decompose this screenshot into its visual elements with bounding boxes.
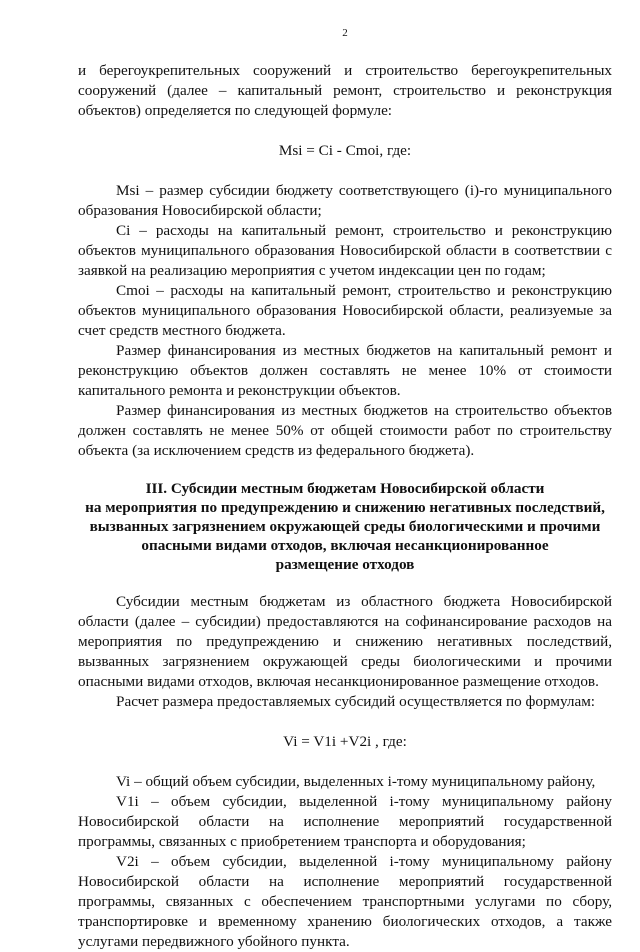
formula-vi: Vi = V1i +V2i , где:	[283, 733, 407, 750]
section-paragraph-subsidies: Субсидии местным бюджетам из областного бюджета Новосибирской области (далее – субсидии) предоставляются на софинансирование расходов на мероприятия по предупреждению и снижению негативных последствий, вызванных загрязнением окружающей среды биологическими и прочими опасными видами отходов, включая несанкционированное размещение отходов.	[78, 593, 612, 690]
definition-msi: Msi – размер субсидии бюджету соответствующего (i)-го муниципального образования Новосибирской области;	[78, 182, 612, 219]
page-number: 2	[342, 27, 348, 39]
heading-line: опасными видами отходов, включая несанкционированное	[141, 537, 549, 554]
paragraph-repair-financing: Размер финансирования из местных бюджетов на капитальный ремонт и реконструкцию объектов должен составлять не менее 10% от стоимости капитального ремонта и реконструкции объектов.	[78, 342, 612, 399]
heading-line: III. Субсидии местным бюджетам Новосибирской области	[145, 480, 545, 497]
definition-cmoi: Cmoi – расходы на капитальный ремонт, строительство и реконструкцию объектов муниципального образования Новосибирской области, реализуемые за счет средств местного бюджета.	[78, 282, 612, 339]
section-heading	[78, 479, 612, 574]
definition-vi: Vi – общий объем субсидии, выделенных i-тому муниципальному району,	[116, 773, 596, 790]
section-paragraph-calculation: Расчет размера предоставляемых субсидий осуществляется по формулам:	[116, 693, 596, 710]
formula-msi: Msi = Ci - Cmoi, где:	[278, 142, 412, 159]
document-body	[78, 61, 612, 952]
heading-line: вызванных загрязнением окружающей среды биологическими и прочими	[89, 518, 601, 535]
definition-v2i: V2i – объем субсидии, выделенной i-тому муниципальному району Новосибирской области на исполнение мероприятий государственной программы, связанных с обеспечением транспортными услугами по сбору, транспортировке и временному хранению биологических отходов, а также услугами передвижного убойного пункта.	[78, 853, 612, 950]
heading-line: размещение отходов	[275, 556, 415, 573]
paragraph-construction-financing: Размер финансирования из местных бюджетов на строительство объектов должен составлять не менее 50% от общей стоимости работ по строительству объекта (за исключением средств из федерального бюджета).	[78, 402, 612, 459]
definition-v1i: V1i – объем субсидии, выделенной i-тому муниципальному району Новосибирской области на исполнение мероприятий государственной программы, связанных с приобретением транспорта и оборудования;	[78, 793, 612, 850]
heading-line: на мероприятия по предупреждению и снижению негативных последствий,	[85, 499, 605, 516]
definition-ci: Ci – расходы на капитальный ремонт, строительство и реконструкцию объектов муниципального образования Новосибирской области в соответствии с заявкой на реализацию мероприятия с учетом индексации цен по годам;	[78, 222, 612, 279]
intro-paragraph: и берегоукрепительных сооружений и строительство берегоукрепительных сооружений (далее – капитальный ремонт, строительство и реконструкция объектов) определяется по следующей формуле:	[78, 62, 612, 119]
